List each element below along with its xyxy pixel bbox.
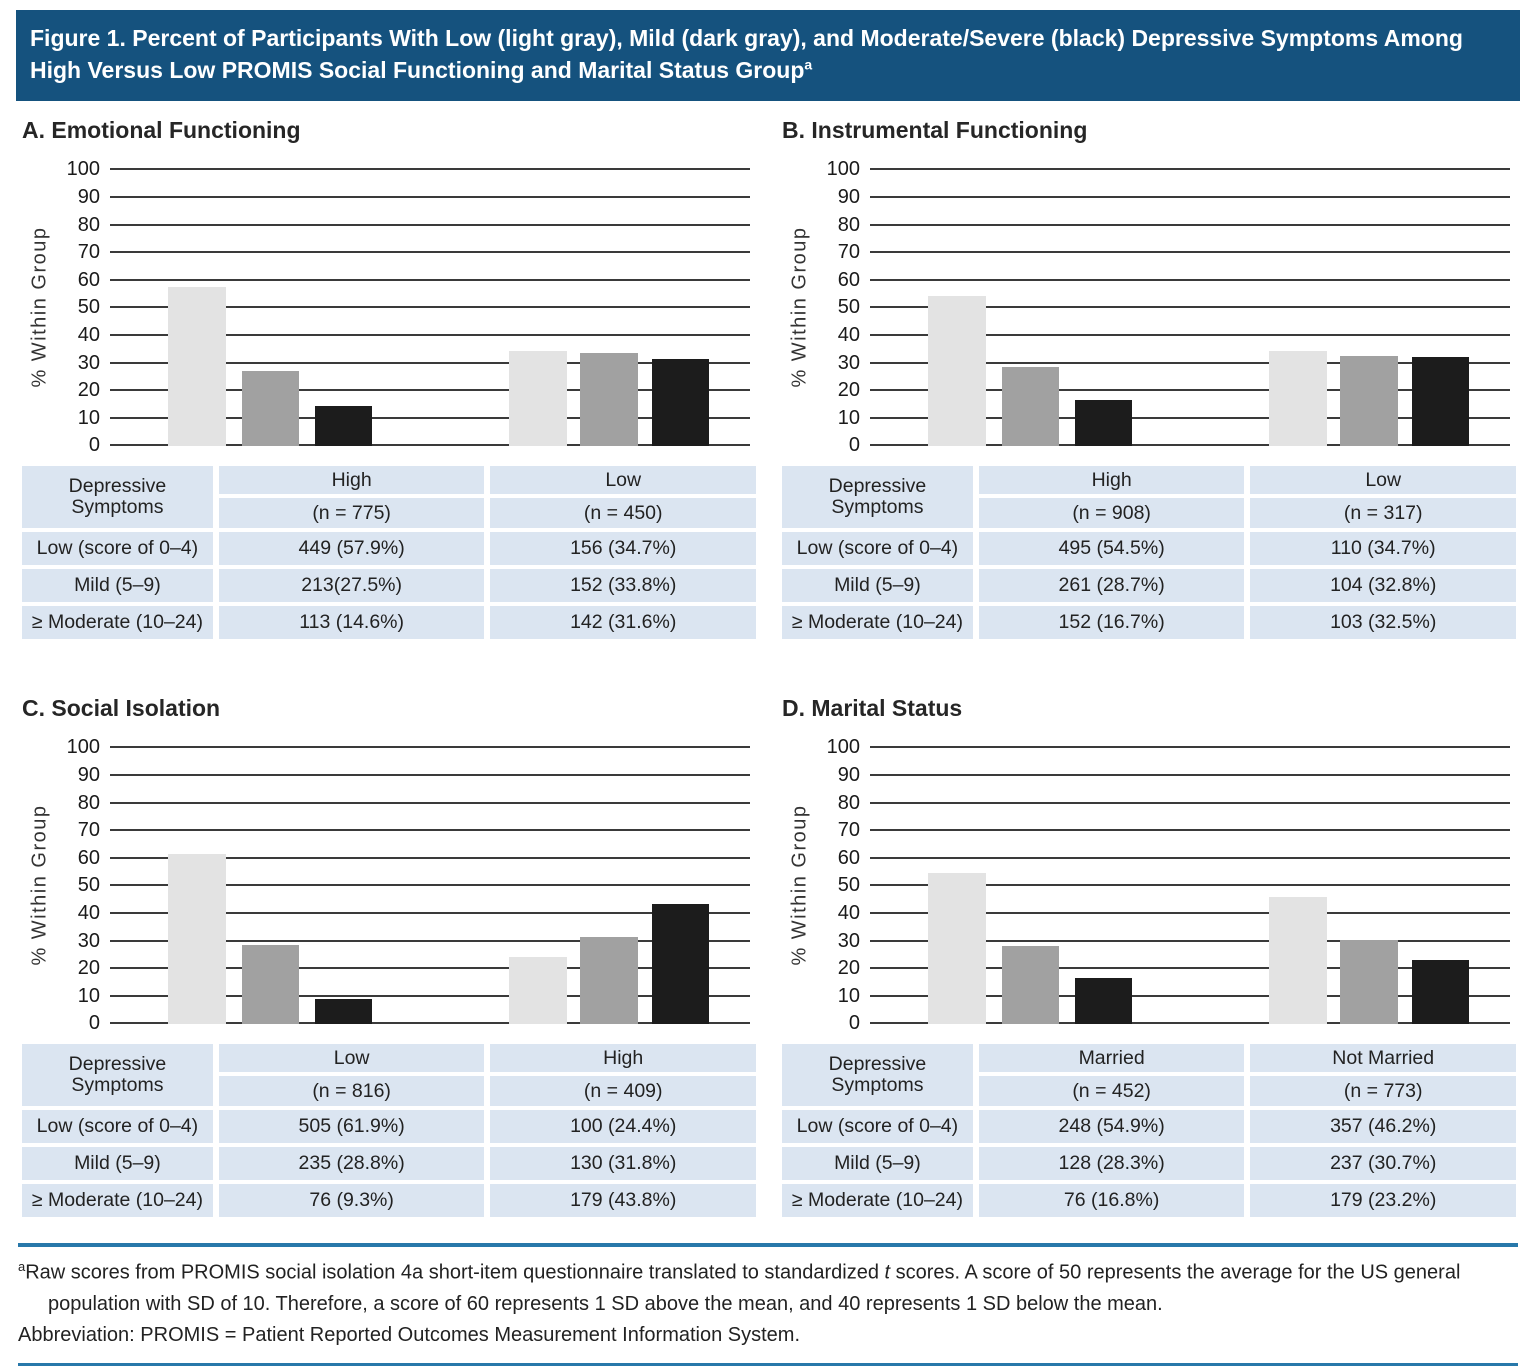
y-tick-label-60: 60 [77,846,100,869]
y-axis [782,168,818,446]
table-cell: 152 (16.7%) [979,606,1245,639]
table-col-n-1: (n = 452) [979,1076,1245,1106]
y-tick-label-0: 0 [88,434,100,457]
y-tick-label-90: 90 [77,186,100,209]
table-row-label: Low (score of 0–4) [22,1110,213,1143]
footnote-text-part1: Raw scores from PROMIS social isolation 4a short-item questionnaire translated to standardized [25,1262,885,1285]
footnote-text-part2: scores. A score of 50 represents the average for the US general population with SD of 10. Therefore, a score of 60 represents 1 SD above the mean, and 40 represents 1 SD below the mean. [48,1262,1461,1316]
table-cell: 76 (16.8%) [979,1184,1245,1217]
bar-mild-high [580,937,637,1025]
y-tick-label-100: 100 [826,736,860,759]
table-col-header-2: Low [490,466,756,494]
gridline-80 [110,802,750,804]
table-cell: 495 (54.5%) [979,532,1245,565]
bar-moderate-severe-high [315,406,372,446]
bar-mild-low [242,945,299,1024]
y-axis-label: % Within Group [788,804,811,966]
bar-mild-married [1002,946,1059,1024]
y-tick-label-40: 40 [77,902,100,925]
gridline-90 [110,196,750,198]
table-col-header-2: High [490,1044,756,1072]
table-col-n-2: (n = 409) [490,1076,756,1106]
table-cell: 505 (61.9%) [219,1110,485,1143]
gridline-100 [870,746,1510,748]
y-axis-tick-labels [58,158,110,457]
gridline-80 [870,802,1510,804]
table-col-n-1: (n = 908) [979,498,1245,528]
table-row-label: Low (score of 0–4) [782,532,973,565]
y-tick-label-70: 70 [837,241,860,264]
gridline-80 [870,224,1510,226]
footnote-bottom-rule [18,1363,1518,1366]
bar-low-married [928,873,985,1025]
y-tick-label-50: 50 [837,296,860,319]
table-cell: 248 (54.9%) [979,1110,1245,1143]
gridline-80 [110,224,750,226]
y-tick-label-100: 100 [66,158,100,181]
table-cell: 357 (46.2%) [1250,1110,1516,1143]
bar-mild-high [1002,367,1059,446]
y-tick-label-60: 60 [77,268,100,291]
bar-low-high [168,287,225,447]
y-axis-label: % Within Group [788,226,811,388]
bar-low-low [1269,351,1326,447]
table-cell: 76 (9.3%) [219,1184,485,1217]
footnote-marker: a [18,1259,26,1275]
table-col-n-1: (n = 775) [219,498,485,528]
bar-moderate-severe-married [1075,978,1132,1024]
table-cell: 104 (32.8%) [1250,569,1516,602]
table-cell: 179 (23.2%) [1250,1184,1516,1217]
table-cell: 152 (33.8%) [490,569,756,602]
panel-social-isolation [22,695,756,1217]
panel-c-bar-chart [22,736,756,1035]
plot-area [110,746,750,1024]
table-cell: 113 (14.6%) [219,606,485,639]
table-col-n-1: (n = 816) [219,1076,485,1106]
bar-moderate-severe-low [315,999,372,1025]
panel-b-title: B. Instrumental Functioning [782,117,1088,144]
bar-mild-high [242,371,299,447]
y-tick-label-80: 80 [77,791,100,814]
y-axis-label: % Within Group [28,804,51,966]
y-tick-label-40: 40 [837,324,860,347]
y-axis [22,746,58,1024]
gridline-60 [870,857,1510,859]
table-col-header-2: Not Married [1250,1044,1516,1072]
bar-moderate-severe-high [1075,400,1132,446]
y-tick-label-70: 70 [77,819,100,842]
table-cell: 213(27.5%) [219,569,485,602]
y-tick-label-10: 10 [77,984,100,1007]
table-cell: 449 (57.9%) [219,532,485,565]
bar-mild-low [1340,356,1397,447]
panel-c-data-table [22,1044,756,1217]
y-axis-tick-labels [818,736,870,1035]
panel-a-data-table [22,466,756,639]
gridline-70 [110,829,750,831]
table-row-label: Mild (5–9) [782,569,973,602]
y-tick-label-10: 10 [837,984,860,1007]
plot-area [870,168,1510,446]
bar-low-high [928,296,985,446]
bar-low-low [509,351,566,447]
table-row-header: Depressive Symptoms [782,466,973,528]
table-row-label: Mild (5–9) [22,1147,213,1180]
table-row-label: Mild (5–9) [782,1147,973,1180]
table-col-n-2: (n = 773) [1250,1076,1516,1106]
y-tick-label-50: 50 [77,296,100,319]
table-row-label: ≥ Moderate (10–24) [782,606,973,639]
bar-moderate-severe-low [1412,357,1469,447]
table-col-header-1: High [979,466,1245,494]
panel-d-title: D. Marital Status [782,695,963,722]
footnote-abbreviation: Abbreviation: PROMIS = Patient Reported Outcomes Measurement Information System. [18,1324,801,1347]
panel-c-title: C. Social Isolation [22,695,221,722]
panel-a-bar-chart [22,158,756,457]
table-row-label: ≥ Moderate (10–24) [22,1184,213,1217]
y-tick-label-70: 70 [77,241,100,264]
y-tick-label-30: 30 [77,929,100,952]
table-cell: 235 (28.8%) [219,1147,485,1180]
table-row-header: Depressive Symptoms [22,466,213,528]
y-tick-label-80: 80 [837,213,860,236]
bar-mild-low [580,353,637,446]
table-row-header: Depressive Symptoms [22,1044,213,1106]
footnote [16,1243,1520,1366]
panel-d-data-table [782,1044,1516,1217]
y-tick-label-0: 0 [848,1012,860,1035]
y-tick-label-60: 60 [837,268,860,291]
bar-moderate-severe-high [652,904,709,1025]
y-tick-label-20: 20 [77,957,100,980]
panel-marital-status [782,695,1516,1217]
footnote-italic-term: t [884,1262,891,1285]
y-tick-label-10: 10 [77,406,100,429]
table-row-label: ≥ Moderate (10–24) [22,606,213,639]
table-row-label: Low (score of 0–4) [782,1110,973,1143]
y-tick-label-20: 20 [837,379,860,402]
table-row-header: Depressive Symptoms [782,1044,973,1106]
panel-emotional-functioning [22,117,756,639]
panel-instrumental-functioning [782,117,1516,639]
table-cell: 128 (28.3%) [979,1147,1245,1180]
y-tick-label-80: 80 [77,213,100,236]
y-axis-label: % Within Group [28,226,51,388]
y-tick-label-50: 50 [77,874,100,897]
bar-mild-not-married [1340,940,1397,1025]
y-tick-label-100: 100 [66,736,100,759]
bar-low-high [509,957,566,1024]
table-col-header-1: Low [219,1044,485,1072]
figure-title-superscript: a [804,56,813,73]
gridline-90 [110,774,750,776]
y-tick-label-10: 10 [837,406,860,429]
table-col-header-1: High [219,466,485,494]
table-cell: 130 (31.8%) [490,1147,756,1180]
gridline-70 [870,829,1510,831]
panel-d-bar-chart [782,736,1516,1035]
y-axis [782,746,818,1024]
y-tick-label-30: 30 [837,929,860,952]
y-tick-label-70: 70 [837,819,860,842]
figure-title-bar [16,10,1520,101]
y-tick-label-20: 20 [837,957,860,980]
plot-area [870,746,1510,1024]
gridline-90 [870,774,1510,776]
y-tick-label-20: 20 [77,379,100,402]
y-tick-label-90: 90 [77,764,100,787]
y-tick-label-90: 90 [837,764,860,787]
table-row-label: ≥ Moderate (10–24) [782,1184,973,1217]
panels-grid [16,101,1520,1243]
y-axis-tick-labels [818,158,870,457]
gridline-70 [110,251,750,253]
table-cell: 103 (32.5%) [1250,606,1516,639]
table-col-header-2: Low [1250,466,1516,494]
y-tick-label-40: 40 [837,902,860,925]
gridline-100 [870,168,1510,170]
table-cell: 179 (43.8%) [490,1184,756,1217]
gridline-100 [110,168,750,170]
y-tick-label-80: 80 [837,791,860,814]
table-col-header-1: Married [979,1044,1245,1072]
bar-moderate-severe-not-married [1412,960,1469,1024]
gridline-90 [870,196,1510,198]
bar-low-low [168,854,225,1025]
footnote-text [18,1257,1518,1320]
gridline-60 [870,279,1510,281]
y-axis [22,168,58,446]
footnote-top-rule [18,1243,1518,1247]
y-tick-label-100: 100 [826,158,860,181]
table-cell: 110 (34.7%) [1250,532,1516,565]
y-tick-label-60: 60 [837,846,860,869]
y-tick-label-30: 30 [77,351,100,374]
table-cell: 100 (24.4%) [490,1110,756,1143]
bar-low-not-married [1269,897,1326,1025]
panel-a-title: A. Emotional Functioning [22,117,301,144]
panel-b-data-table [782,466,1516,639]
y-tick-label-40: 40 [77,324,100,347]
table-cell: 237 (30.7%) [1250,1147,1516,1180]
y-tick-label-0: 0 [88,1012,100,1035]
gridline-70 [870,251,1510,253]
gridline-100 [110,746,750,748]
gridline-60 [110,279,750,281]
bar-moderate-severe-low [652,359,709,446]
panel-b-bar-chart [782,158,1516,457]
table-row-label: Low (score of 0–4) [22,532,213,565]
table-col-n-2: (n = 317) [1250,498,1516,528]
y-tick-label-90: 90 [837,186,860,209]
y-tick-label-0: 0 [848,434,860,457]
table-row-label: Mild (5–9) [22,569,213,602]
y-axis-tick-labels [58,736,110,1035]
table-cell: 156 (34.7%) [490,532,756,565]
y-tick-label-30: 30 [837,351,860,374]
table-col-n-2: (n = 450) [490,498,756,528]
table-cell: 261 (28.7%) [979,569,1245,602]
figure-title: Figure 1. Percent of Participants With Low (light gray), Mild (dark gray), and Moderate/Severe (black) Depressive Symptoms Among High Versus Low PROMIS Social Functioning and Marital Status Group [30,25,1463,83]
y-tick-label-50: 50 [837,874,860,897]
plot-area [110,168,750,446]
table-cell: 142 (31.6%) [490,606,756,639]
